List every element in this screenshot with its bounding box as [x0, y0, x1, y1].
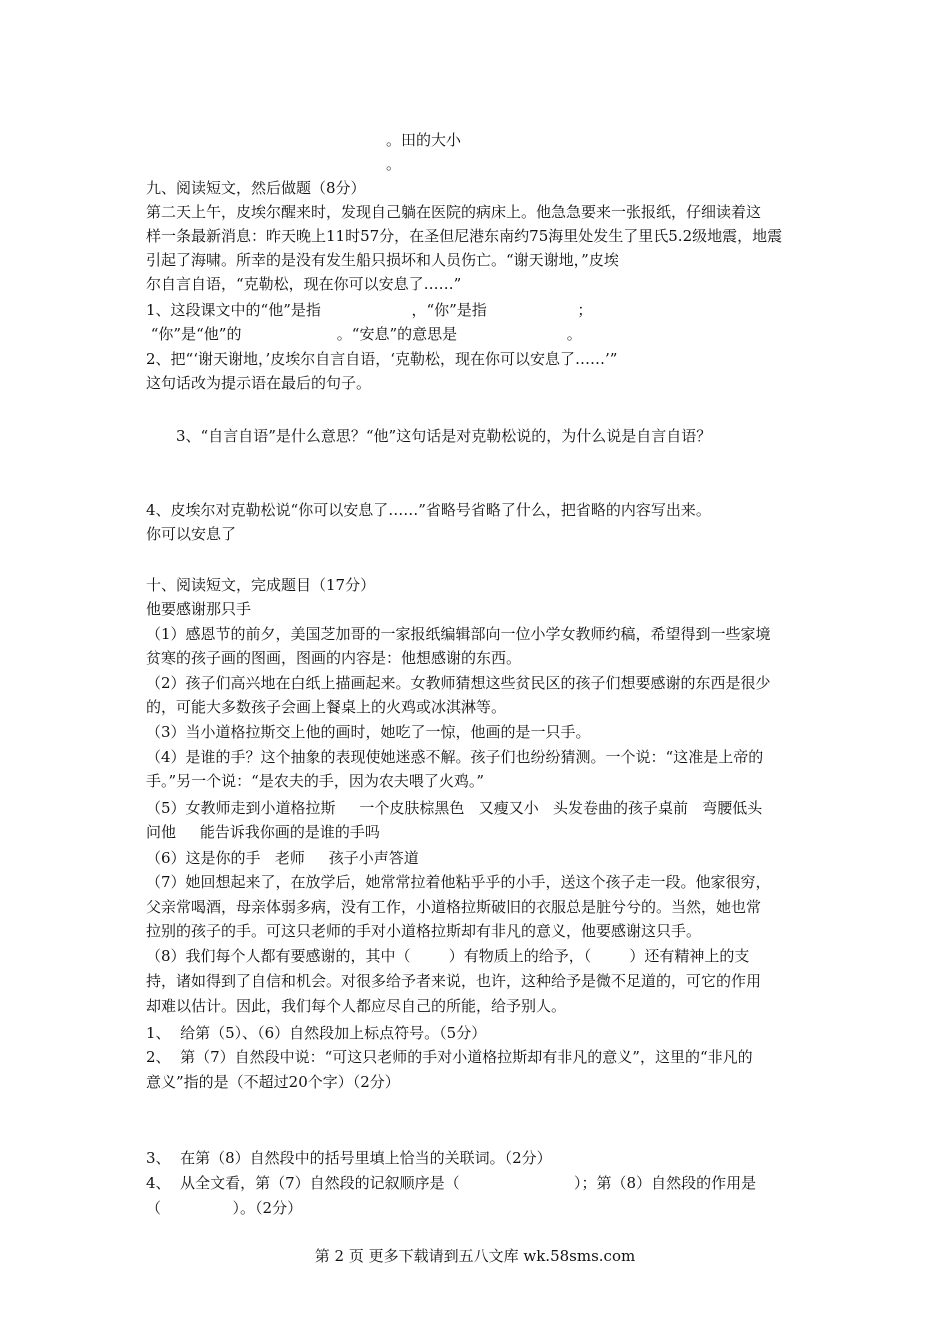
section9-heading: 九、阅读短文，然后做题（8分） — [146, 179, 366, 197]
field-size-fragment: 。田的大小 — [386, 131, 462, 149]
section10-passage-line: （8）我们每个人都有要感谢的，其中（ ）有物质上的给予，（ ）还有精神上的支 — [146, 947, 750, 965]
section10-passage-line: （3）当小道格拉斯交上他的画时，她吃了一惊，他画的是一只手。 — [146, 723, 591, 741]
section10-passage-line: （5）女教师走到小道格拉斯 一个皮肤棕黑色 又瘦又小 头发卷曲的孩子桌前 弯腰低头 — [146, 799, 763, 817]
section10-question-3: 3、 在第（8）自然段中的括号里填上恰当的关联词。（2分） — [146, 1149, 552, 1167]
section10-question-1: 1、 给第（5）、（6）自然段加上标点符号。（5分） — [146, 1024, 487, 1042]
period-fragment: 。 — [386, 155, 402, 173]
section10-heading: 十、阅读短文，完成题目（17分） — [146, 576, 376, 594]
section10-passage-line: 的，可能大多数孩子会画上餐桌上的火鸡或冰淇淋等。 — [146, 698, 507, 716]
section9-question-4-answer: 你可以安息了 — [146, 525, 237, 543]
section10-passage-line: 问他 能告诉我你画的是谁的手吗 — [146, 823, 380, 841]
section10-passage-line: 手。”另一个说：“是农夫的手，因为农夫喂了火鸡。” — [146, 772, 485, 790]
section9-passage-line: 尔自言自语，“克勒松，现在你可以安息了……” — [146, 275, 462, 293]
section9-question-2b: 这句话改为提示语在最后的句子。 — [146, 374, 372, 392]
section9-question-1b: “你”是“他”的 。“安息”的意思是 。 — [146, 325, 582, 343]
section10-title: 他要感谢那只手 — [146, 600, 252, 618]
section10-question-4b: （ ）。（2分） — [146, 1199, 303, 1217]
section10-question-2a: 2、 第（7）自然段中说：“可这只老师的手对小道格拉斯却有非凡的意义”，这里的“非凡的 — [146, 1048, 753, 1066]
section10-passage-line: （6）这是你的手 老师 孩子小声答道 — [146, 849, 419, 867]
section10-passage-line: 父亲常喝酒，母亲体弱多病，没有工作，小道格拉斯破旧的衣服总是脏兮兮的。当然，她也常 — [146, 898, 762, 916]
section10-passage-line: （7）她回想起来了，在放学后，她常常拉着他粘乎乎的小手，送这个孩子走一段。他家很穷， — [146, 873, 771, 891]
section10-passage-line: 却难以估计。因此，我们每个人都应尽自己的所能，给予别人。 — [146, 997, 567, 1015]
section10-passage-line: 拉别的孩子的手。可这只老师的手对小道格拉斯却有非凡的意义，他要感谢这只手。 — [146, 922, 702, 940]
section10-passage-line: （1）感恩节的前夕，美国芝加哥的一家报纸编辑部向一位小学女教师约稿，希望得到一些家境 — [146, 625, 771, 643]
section9-passage-line: 第二天上午，皮埃尔醒来时，发现自己躺在医院的病床上。他急急要来一张报纸，仔细读着这 — [146, 203, 762, 221]
section10-passage-line: 贫寒的孩子画的图画，图画的内容是：他想感谢的东西。 — [146, 649, 522, 667]
section9-question-2a: 2、把“‘谢天谢地，’皮埃尔自言自语，‘克勒松，现在你可以安息了……’” — [146, 350, 618, 368]
section9-passage-line: 引起了海啸。所幸的是没有发生船只损坏和人员伤亡。“谢天谢地，”皮埃 — [146, 251, 619, 269]
section10-question-4a: 4、 从全文看，第（7）自然段的记叙顺序是（ ）；第（8）自然段的作用是 — [146, 1174, 757, 1192]
section9-question-1a: 1、这段课文中的“他”是指 ，“你”是指 ； — [146, 301, 593, 319]
section9-question-3: 3、“自言自语”是什么意思？“他”这句话是对克勒松说的，为什么说是自言自语？ — [176, 427, 712, 445]
section10-passage-line: （4）是谁的手？这个抽象的表现使她迷惑不解。孩子们也纷纷猜测。一个说：“这准是上帝的 — [146, 748, 764, 766]
section10-passage-line: 持，诸如得到了自信和机会。对很多给予者来说，也许，这种给予是微不足道的，可它的作用 — [146, 972, 762, 990]
section10-passage-line: （2）孩子们高兴地在白纸上描画起来。女教师猜想这些贫民区的孩子们想要感谢的东西是很少 — [146, 674, 771, 692]
section9-passage-line: 样一条最新消息：昨天晚上11时57分，在圣但尼港东南约75海里处发生了里氏5.2级地震，地震 — [146, 227, 783, 245]
page-footer: 第 2 页 更多下载请到五八文库 wk.58sms.com — [314, 1247, 636, 1265]
section10-question-2b: 意义”指的是（不超过20个字）（2分） — [146, 1073, 400, 1091]
section9-question-4: 4、皮埃尔对克勒松说“你可以安息了……”省略号省略了什么，把省略的内容写出来。 — [146, 501, 711, 519]
